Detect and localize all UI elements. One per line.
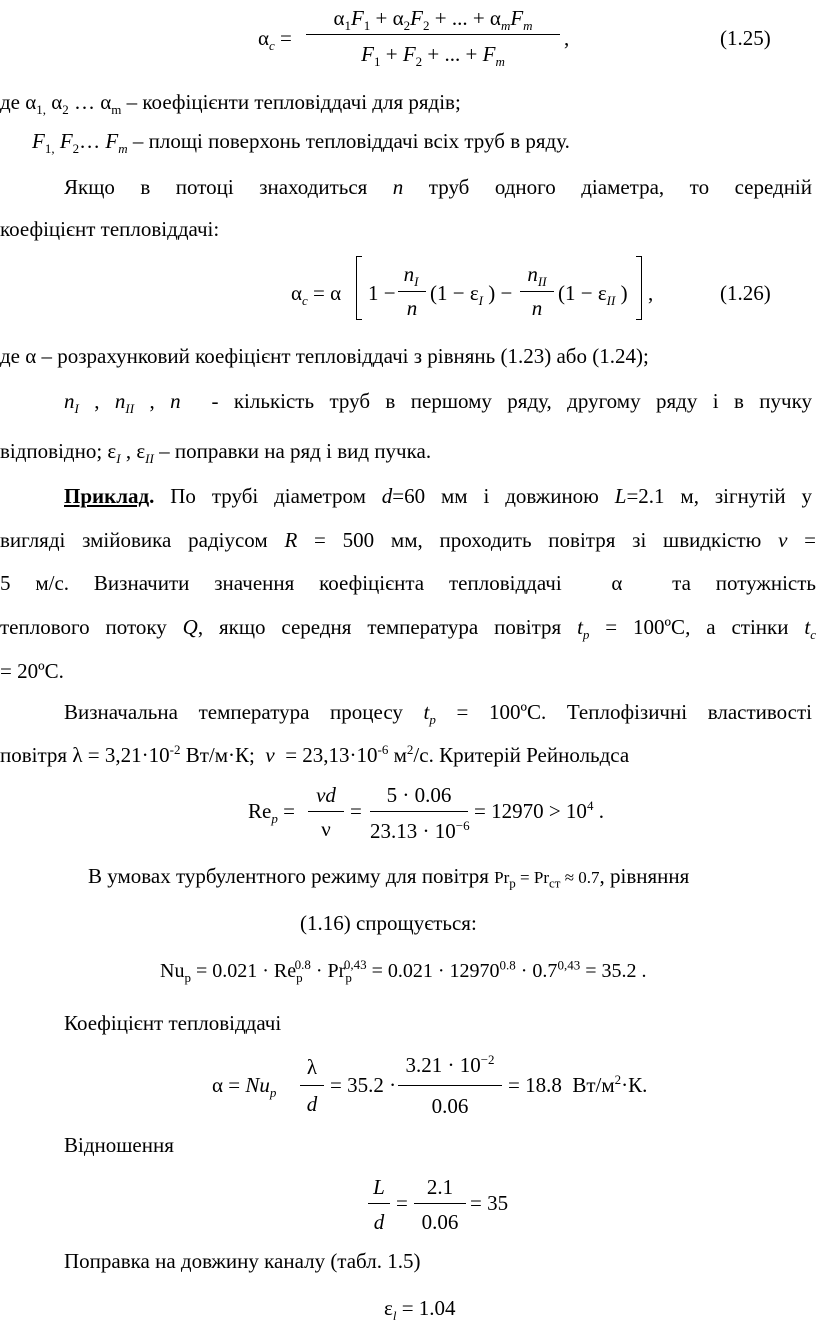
example-line: 5 м/с. Визначити значення коефіцієнта тепловіддачі α та потужність (0, 571, 816, 595)
definition-f: $F_{1,}$ $F_2\dots$ $F_m$ – площі поверхонь тепловіддачі всіх труб в ряду. (32, 129, 570, 157)
left-bracket (356, 256, 362, 320)
equation-nusselt: $Nu_р = 0.021 \cdot Re_р^{0.8} \cdot Pr_р^{0,43} = 0.021 \cdot 12970^{0.8} \cdot 0.7^{0,43} = 35.2$ . (160, 957, 647, 985)
paragraph-line: Відношення (64, 1133, 174, 1157)
example-line: теплового потоку Q, якщо середня температура повітря $t_p$ = 100ºC, а стінки $t_c$ (0, 615, 816, 643)
paragraph-line: Поправка на довжину каналу (табл. 1.5) (64, 1249, 421, 1273)
paragraph-line: В умовах турбулентного режиму для повітря $Pr_р = Pr_{ст} \approx 0.7$, рівняння (88, 864, 690, 891)
paragraph-line: (1.16) спрощується: (300, 911, 477, 935)
definition-alpha-calc: де α – розрахунковий коефіцієнт тепловіддачі з рівнянь (1.23) або (1.24); (0, 344, 649, 368)
paragraph-line: Якщо в потоці знаходиться n труб одного діаметра, то середній (64, 175, 813, 199)
definition-n: $n_I$ , $n_{II}$ , n - кількість труб в першому ряду, другому ряду і в пучку (64, 389, 812, 417)
equation-number: (1.25) (720, 26, 771, 50)
definition-epsilon: відповідно; $\varepsilon_I$ , $\varepsilon_{II}$ – поправки на ряд і вид пучка. (0, 439, 432, 467)
definition-alpha: де $\alpha_{1,}$ $\alpha_2$ … $\alpha_m$ – коефіцієнти тепловіддачі для рядів; (0, 90, 461, 118)
paragraph-line: коефіцієнт тепловіддачі: (0, 217, 220, 241)
paragraph-line: повітря $\lambda = 3,21\cdot 10^{-2}$ Вт/м·К; $\nu = 23,13\cdot 10^{-6}$ $м^2/с$. Критерій Рейнольдса (0, 742, 630, 767)
eq125-numerator: $\alpha_1F_1 + \alpha_2F_2$ + ... + $\alpha_mF_m$ (333, 6, 533, 34)
example-line: Приклад. По трубі діаметром d=60 мм і довжиною L=2.1 м, зігнутій у (64, 484, 812, 508)
eq125-denominator: $F_1 + F_2$ + ... + $F_m$ (361, 42, 505, 70)
right-bracket (636, 256, 642, 320)
example-label: Приклад (64, 484, 150, 508)
equation-epsilon-l: $\varepsilon_l = 1.04$ (384, 1296, 456, 1324)
paragraph-line: Коефіцієнт тепловіддачі (64, 1011, 282, 1035)
example-line: = 20ºC. (0, 659, 64, 683)
equation-number: (1.26) (720, 281, 771, 305)
paragraph-line: Визначальна температура процесу $t_p$ = 100ºC. Теплофізичні властивості (64, 700, 812, 728)
example-line: вигляді змійовика радіусом R = 500 мм, проходить повітря зі швидкістю v = (0, 528, 816, 552)
